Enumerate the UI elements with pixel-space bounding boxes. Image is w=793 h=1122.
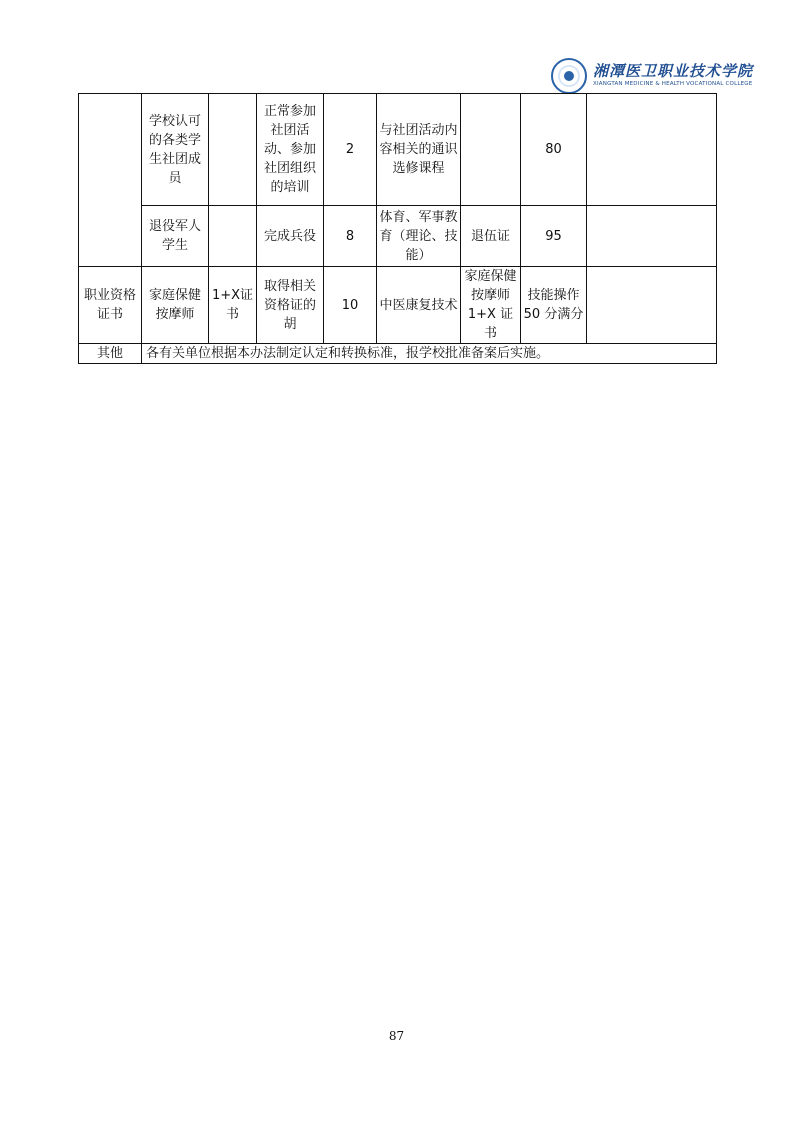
college-name-en: XIANGTAN MEDICINE & HEALTH VOCATIONAL COLLEGE <box>593 81 753 87</box>
note-cell <box>587 94 717 206</box>
level-cell <box>209 206 257 267</box>
score-cell: 95 <box>521 206 587 267</box>
table-row <box>79 94 717 206</box>
condition-cell: 正常参加社团活动、参加社团组织的培训 <box>257 94 324 206</box>
table-row <box>79 267 717 344</box>
proof-cell: 退伍证 <box>461 206 521 267</box>
credits-cell: 10 <box>324 267 377 344</box>
item-cell: 学校认可的各类学生社团成员 <box>142 94 209 206</box>
course-cell: 体育、军事教育（理论、技能） <box>377 206 461 267</box>
score-cell: 80 <box>521 94 587 206</box>
level-cell <box>209 94 257 206</box>
course-cell: 与社团活动内容相关的通识选修课程 <box>377 94 461 206</box>
credit-conversion-table <box>78 93 717 364</box>
condition-cell: 完成兵役 <box>257 206 324 267</box>
credits-cell: 8 <box>324 206 377 267</box>
item-cell: 家庭保健按摩师 <box>142 267 209 344</box>
condition-cell: 取得相关资格证的胡 <box>257 267 324 344</box>
other-text-cell: 各有关单位根据本办法制定认定和转换标准，报学校批准备案后实施。 <box>142 344 717 364</box>
category-cell: 职业资格证书 <box>79 267 142 344</box>
proof-cell: 家庭保健按摩师 1+X 证书 <box>461 267 521 344</box>
credits-cell: 2 <box>324 94 377 206</box>
page-number: 87 <box>388 1029 405 1043</box>
level-cell: 1+X证书 <box>209 267 257 344</box>
college-name-cn: 湘潭医卫职业技术学院 <box>593 62 754 80</box>
college-seal-icon <box>551 58 587 94</box>
category-cell <box>79 94 142 267</box>
proof-cell <box>461 94 521 206</box>
table-row <box>79 344 717 364</box>
table-row <box>79 206 717 267</box>
college-logo <box>551 58 754 98</box>
note-cell <box>587 206 717 267</box>
course-cell: 中医康复技术 <box>377 267 461 344</box>
item-cell: 退役军人学生 <box>142 206 209 267</box>
score-cell: 技能操作 50 分满分 <box>521 267 587 344</box>
note-cell <box>587 267 717 344</box>
other-label-cell: 其他 <box>79 344 142 364</box>
